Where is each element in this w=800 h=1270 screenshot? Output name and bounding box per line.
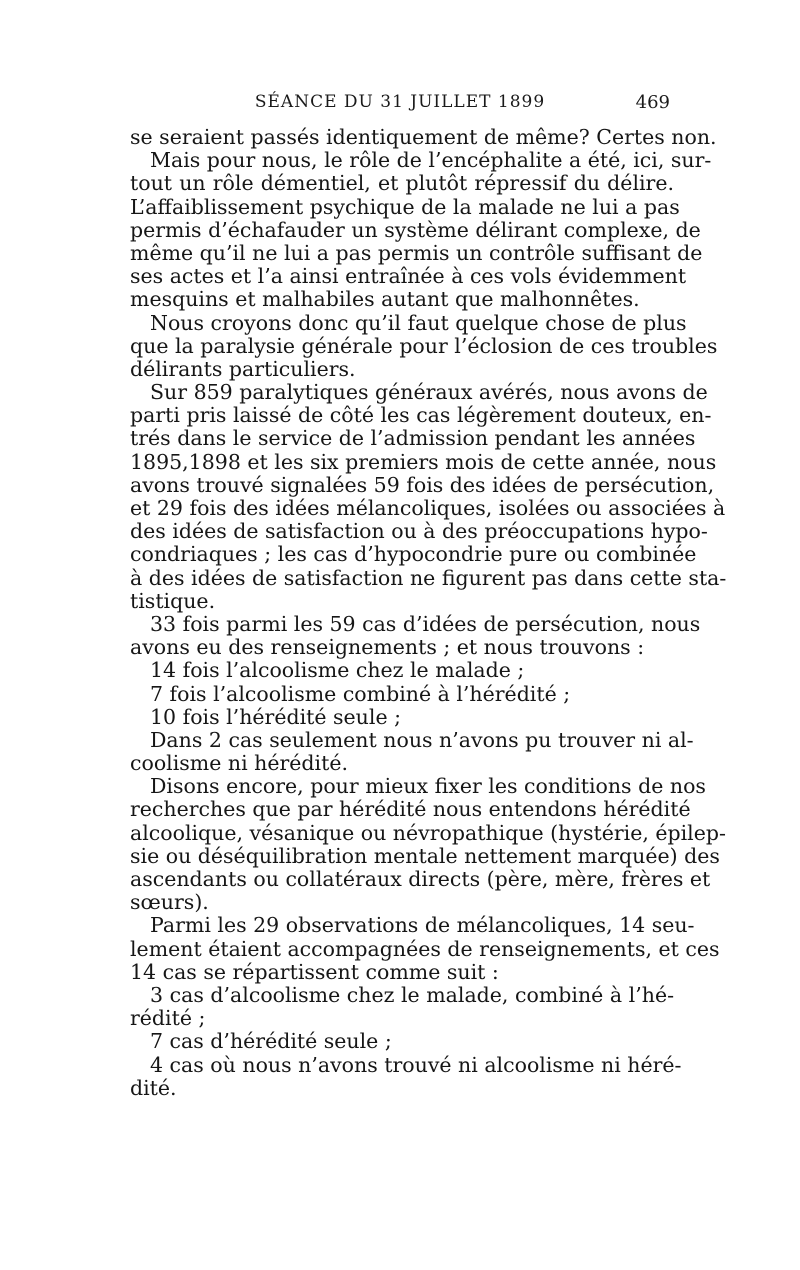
text-line: et 29 fois des idées mélancoliques, isolées ou associées à xyxy=(130,496,726,520)
text-line: avons eu des renseignements ; et nous trouvons : xyxy=(130,635,645,660)
text-line: Parmi les 29 observations de mélancoliques, 14 seu- xyxy=(150,913,695,938)
text-line: rédité ; xyxy=(130,1006,206,1031)
text-line: Sur 859 paralytiques généraux avérés, nous avons de xyxy=(150,380,708,405)
text-line: 7 fois l’alcoolisme combiné à l’hérédité ; xyxy=(150,681,571,706)
running-title: SÉANCE DU 31 JUILLET 1899 xyxy=(254,92,546,112)
text-line: condriaques ; les cas d’hypocondrie pure ou combinée xyxy=(130,542,697,567)
text-line: 4 cas où nous n’avons trouvé ni alcoolisme ni héré- xyxy=(150,1052,682,1077)
text-line: ses actes et l’a ainsi entraînée à ces vols évidemment xyxy=(130,264,687,289)
text-line: permis d’échafauder un système délirant complexe, de xyxy=(130,217,701,242)
text-line: Mais pour nous, le rôle de l’encéphalite a été, ici, sur- xyxy=(150,148,712,173)
text-line: alcoolique, vésanique ou névropathique (hystérie, épilep- xyxy=(130,820,726,845)
text-line: lement étaient accompagnées de renseignements, et ces xyxy=(130,936,720,961)
text-line: des idées de satisfaction ou à des préoccupations hypo- xyxy=(130,519,708,544)
text-line: 3 cas d’alcoolisme chez le malade, combiné à l’hé- xyxy=(150,982,674,1007)
text-line: Dans 2 cas seulement nous n’avons pu trouver ni al- xyxy=(150,727,694,752)
text-line: délirants particuliers. xyxy=(130,356,356,381)
text-line: que la paralysie générale pour l’éclosion de ces troubles xyxy=(130,333,718,358)
text-line: tistique. xyxy=(130,588,216,613)
text-line: dité. xyxy=(130,1075,177,1100)
text-line: avons trouvé signalées 59 fois des idées de persécution, xyxy=(130,472,715,497)
text-line: Disons encore, pour mieux fixer les conditions de nos xyxy=(150,774,706,799)
text-line: 14 fois l’alcoolisme chez le malade ; xyxy=(150,658,525,683)
text-line: L’affaiblissement psychique de la malade ne lui a pas xyxy=(130,194,680,219)
text-line: coolisme ni hérédité. xyxy=(130,751,348,776)
text-line: parti pris laissé de côté les cas légèrement douteux, en- xyxy=(130,403,712,428)
body-text xyxy=(130,125,727,1100)
text-line: 10 fois l’hérédité seule ; xyxy=(150,704,401,729)
text-line: même qu’il ne lui a pas permis un contrôle suffisant de xyxy=(130,240,703,265)
text-line: ascendants ou collatéraux directs (père, mère, frères et xyxy=(130,867,711,891)
text-line: recherches que par hérédité nous entendons hérédité xyxy=(130,797,691,822)
text-line: mesquins et malhabiles autant que malhonnêtes. xyxy=(130,287,640,312)
text-line: 33 fois parmi les 59 cas d’idées de persécution, nous xyxy=(150,611,701,636)
text-line: 14 cas se répartissent comme suit : xyxy=(130,959,499,984)
text-line: se seraient passés identiquement de même? Certes non. xyxy=(130,125,717,149)
text-line: à des idées de satisfaction ne figurent pas dans cette sta- xyxy=(130,565,727,590)
text-line: Nous croyons donc qu’il faut quelque chose de plus xyxy=(150,310,687,335)
text-line: sœurs). xyxy=(130,890,209,915)
text-line: sie ou déséquilibration mentale nettement marquée) des xyxy=(130,843,720,868)
text-line: trés dans le service de l’admission pendant les années xyxy=(130,426,696,451)
page-number: 469 xyxy=(635,92,670,113)
page-header xyxy=(130,92,670,122)
text-line: 1895,1898 et les six premiers mois de cette année, nous xyxy=(130,449,717,474)
text-line: tout un rôle démentiel, et plutôt répressif du délire. xyxy=(130,171,674,196)
text-line: 7 cas d’hérédité seule ; xyxy=(150,1029,392,1054)
